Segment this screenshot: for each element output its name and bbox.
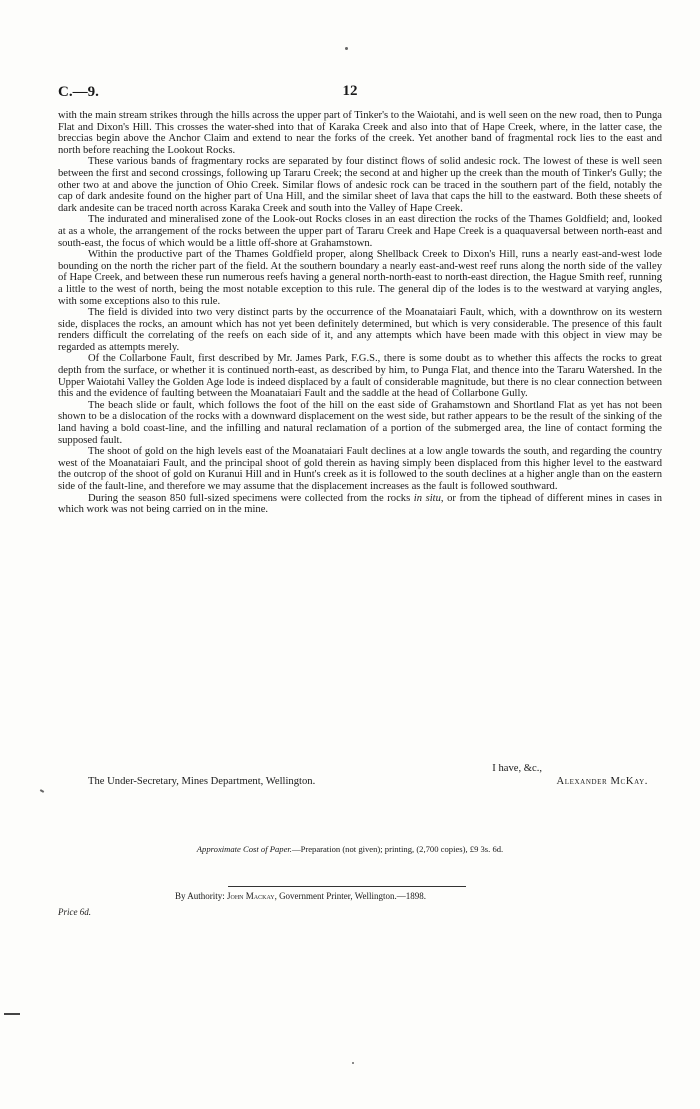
page-speck [345,47,348,50]
page-number: 12 [342,83,358,99]
addressee: The Under-Secretary, Mines Department, Wellington. [88,776,316,787]
authority-line [175,891,426,901]
paragraph-final-start: During the season 850 full-sized specimens were collected from the rocks [88,492,414,504]
paragraph: Within the productive part of the Thames Goldfield proper, along Shellback Creek to Dixon's Hill, runs a nearly east-and-west lode bounding on the north the richer part of the field. At the southern boundary a nearly east-and-west reef runs along the north side of the valley of Hape Creek, and between these run numerous reefs having a general north-north-east to north-east direction, the Hague Smith reef, running a little to the west of north, being the most notable exception to this rule. The general dip of the lodes is to the westward at varying angles, with some exceptions also to this rule. [58,249,662,307]
cost-of-paper [0,844,700,854]
paragraph: Of the Collarbone Fault, first described by Mr. James Park, F.G.S., there is some doubt as to whether this affects the rocks to great depth from the surface, or whether it is continued north-east, as described by him, to Punga Flat, and thence into the Tararu Watershed. In the Upper Waiotahi Valley the Golden Age lode is indeed displaced by a fault of considerable magnitude, but there is no clear connection between this and the evidence of faulting between the Moanataiari Fault and the saddle at the head of Collarbone Gully. [58,353,662,400]
paragraph-final-italic: in situ [413,492,441,504]
closing-line: I have, &c., [492,763,542,774]
margin-dash [4,1013,20,1015]
paragraph: The indurated and mineralised zone of the Look-out Rocks closes in an east direction the rocks of the Thames Goldfield; and, looked at as a whole, the arrangement of the rocks between the upper part of Tararu Creek and Hape Creek is a quaquaversal between north-east and south-east, the focus of which would be a little off-shore at Grahamstown. [58,214,662,249]
paragraph: The shoot of gold on the high levels east of the Moanataiari Fault declines at a low angle towards the south, and regarding the country west of the Moanataiari Fault, and the principal shoot of gold therein as having simply been displaced from this higher level to the eastward the outcrop of the shoot of gold on Kuranui Hill and in Hunt's creek as it is followed to the south declines at a higher angle than on the eastern side of the fault-line, and therefore we may assume that the displacement increases as the fault is followed southward. [58,446,662,492]
paragraph: with the main stream strikes through the hills across the upper part of Tinker's to the Waiotahi, and is well seen on the new road, then to Punga Flat and Dixon's Hill. This crosses the water-shed into that of Karaka Creek and also into that of Hape Creek, where, in the latter case, the breccias begin above the Anchor Claim and extend to near the forks of the creek. Yet another band of fragmental rock lies to the east and north before reaching the Lookout Rocks. [58,110,662,156]
authority-prefix: By Authority: [175,891,228,901]
body-text [58,110,662,516]
price-note: Price 6d. [58,907,91,917]
divider-rule [228,886,466,887]
cost-label: Approximate Cost of Paper. [196,844,292,854]
series-code: C.—9. [58,84,99,100]
author-signature: Alexander McKay. [556,776,648,787]
paragraph-final [58,493,662,516]
cost-detail: —Preparation (not given); printing, (2,700 copies), £9 3s. 6d. [291,844,504,854]
paragraph-final-end: , or from the tiphead of different mines in cases in which work was not being carried on in the mine. [58,492,662,516]
margin-mark [40,789,44,793]
paragraph: These various bands of fragmentary rocks are separated by four distinct flows of solid andesic rock. The lowest of these is well seen between the first and second crossings, following up Tararu Creek; the second at and higher up the creek than the mouth of Tinker's Gully; the other two at and above the junction of Ohio Creek. Similar flows of andesic rock can be traced in the southern part of the field, notably the cap of dark andesite found on the higher part of Una Hill, and the similar sheet of lava that caps the hill to the eastward. Both these sheets of dark andesite can be traced north across Karaka Creek and south into the Valley of Hape Creek. [58,156,662,214]
authority-suffix: , Government Printer, Wellington.—1898. [274,891,427,901]
printer-name: John Mackay [227,891,275,901]
paragraph: The beach slide or fault, which follows the foot of the hill on the east side of Grahamstown and Shortland Flat as yet has not been shown to be a dislocation of the rocks with a downward displacement on the west side, but rather appears to be the result of the sinking of the land having a bold coast-line, and the infilling and natural reclamation of a portion of the submerged area, the line of contact forming the supposed fault. [58,399,662,446]
page-speck [352,1062,354,1064]
paragraph: The field is divided into two very distinct parts by the occurrence of the Moanataiari Fault, which, with a downthrow on its western side, displaces the rocks, an amount which has not yet been definitely determined, but which is very considerable. The presence of this fault renders difficult the correlating of the reefs on each side of it, and any attempts which have been made with this object in view may be regarded as attempts merely. [58,307,662,353]
